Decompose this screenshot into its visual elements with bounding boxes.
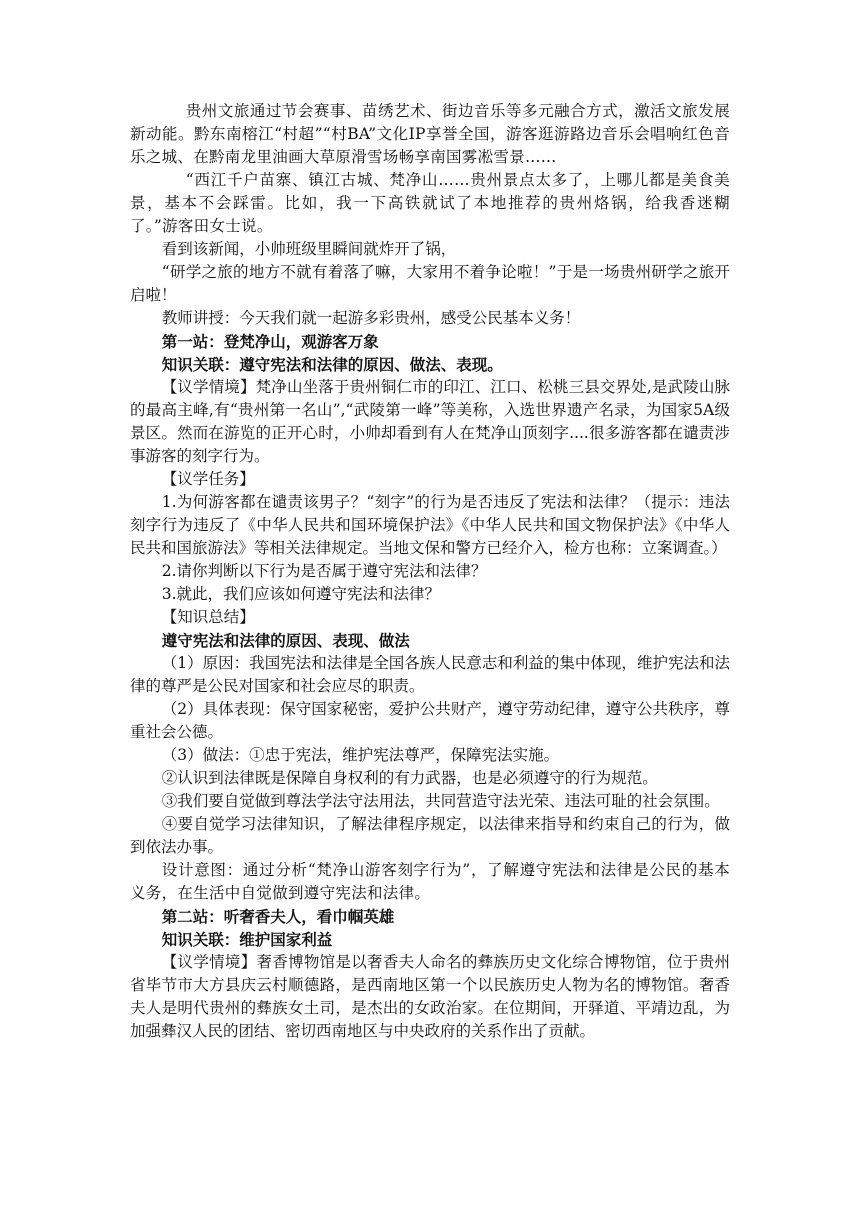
method-item-4: ④要自觉学习法律知识，了解法律程序规定，以法律来指导和约束自己的行为，做到依法办事。 <box>130 815 730 856</box>
method-item-3: ③我们要自觉做到尊法学法守法用法，共同营造守法光荣、违法可耻的社会氛围。 <box>161 792 720 810</box>
station-1-heading: 第一站：登梵净山，观游客万象 <box>161 332 379 351</box>
station-2-heading: 第二站：听奢香夫人，看巾帼英雄 <box>161 907 395 926</box>
task-item-1: 1.为何游客都在谴责该男子？“刻字”的行为是否违反了宪法和法律？（提示：违法刻字行为违反了《中华人民共和国环境保护法》《中华人民共和国文物保护法》《中华人民共和国旅游法》等相关法律规定。当地文保和警方已经介入，检方也称：立案调查。） <box>130 493 730 557</box>
design-intent: 设计意图：通过分析“梵净山游客刻字行为”，了解遵守宪法和法律是公民的基本义务，在生活中自觉做到遵守宪法和法律。 <box>130 861 730 902</box>
scene-2-paragraph: 【议学情境】奢香博物馆是以奢香夫人命名的彝族历史文化综合博物馆，位于贵州省毕节市大方县庆云村顺德路，是西南地区第一个以民族历史人物为名的博物馆。奢香夫人是明代贵州的彝族女土司，是杰出的女政治家。在位期间，开驿道、平靖边乱，为加强彝汉人民的团结、密切西南地区与中央政府的关系作出了贡献。 <box>130 953 730 1040</box>
task-item-3: 3.就此，我们应该如何遵守宪法和法律？ <box>161 585 441 603</box>
document-page <box>130 100 730 1043</box>
teacher-paragraph: 教师讲授：今天我们就一起游多彩贵州，感受公民基本义务！ <box>161 309 581 327</box>
knowledge-link-2: 知识关联：维护国家利益 <box>161 930 333 949</box>
reason-paragraph: （1）原因：我国宪法和法律是全国各族人民意志和利益的集中体现，维护宪法和法律的尊严是公民对国家和社会应尽的职责。 <box>130 654 730 695</box>
method-item-2: ②认识到法律既是保障自身权利的有力武器，也是必须遵守的行为规范。 <box>161 769 658 787</box>
news-reaction-paragraph: 看到该新闻，小帅班级里瞬间就炸开了锅， <box>161 240 457 258</box>
intro-paragraph-1: 贵州文旅通过节会赛事、苗绣艺术、街边音乐等多元融合方式，激活文旅发展新动能。黔东南榕江“村超”“村BA”文化IP享誉全国，游客逛游路边音乐会唱响红色音乐之城、在黔南龙里油画大草原滑雪场畅享南国雾凇雪景…… <box>130 102 730 166</box>
scene-1-paragraph: 【议学情境】梵净山坐落于贵州铜仁市的印江、江口、松桃三县交界处,是武陵山脉的最高主峰,有“贵州第一名山”,“武陵第一峰”等美称，入选世界遗产名录，为国家5A级景区。然而在游览的正开心时，小帅却看到有人在梵净山顶刻字....很多游客都在谴责涉事游客的刻字行为。 <box>130 378 730 465</box>
task-item-2: 2.请你判断以下行为是否属于遵守宪法和法律？ <box>161 562 487 580</box>
quote-paragraph: “研学之旅的地方不就有着落了嘛，大家用不着争论啦！”于是一场贵州研学之旅开启啦！ <box>130 263 730 304</box>
manifest-paragraph: （2）具体表现：保守国家秘密，爱护公共财产，遵守劳动纪律，遵守公共秩序，尊重社会公德。 <box>130 700 730 741</box>
summary-heading: 【知识总结】 <box>161 608 255 626</box>
knowledge-link-1: 知识关联：遵守宪法和法律的原因、做法、表现。 <box>161 355 503 374</box>
intro-paragraph-2: “西江千户苗寨、镇江古城、梵净山……贵州景点太多了，上哪儿都是美食美景，基本不会踩雷。比如，我一下高铁就试了本地推荐的贵州烙锅，给我香迷糊了。”游客田女士说。 <box>130 171 730 235</box>
method-paragraph: （3）做法：①忠于宪法，维护宪法尊严，保障宪法实施。 <box>161 746 560 764</box>
summary-title: 遵守宪法和法律的原因、表现、做法 <box>161 631 410 650</box>
task-heading: 【议学任务】 <box>161 470 255 488</box>
